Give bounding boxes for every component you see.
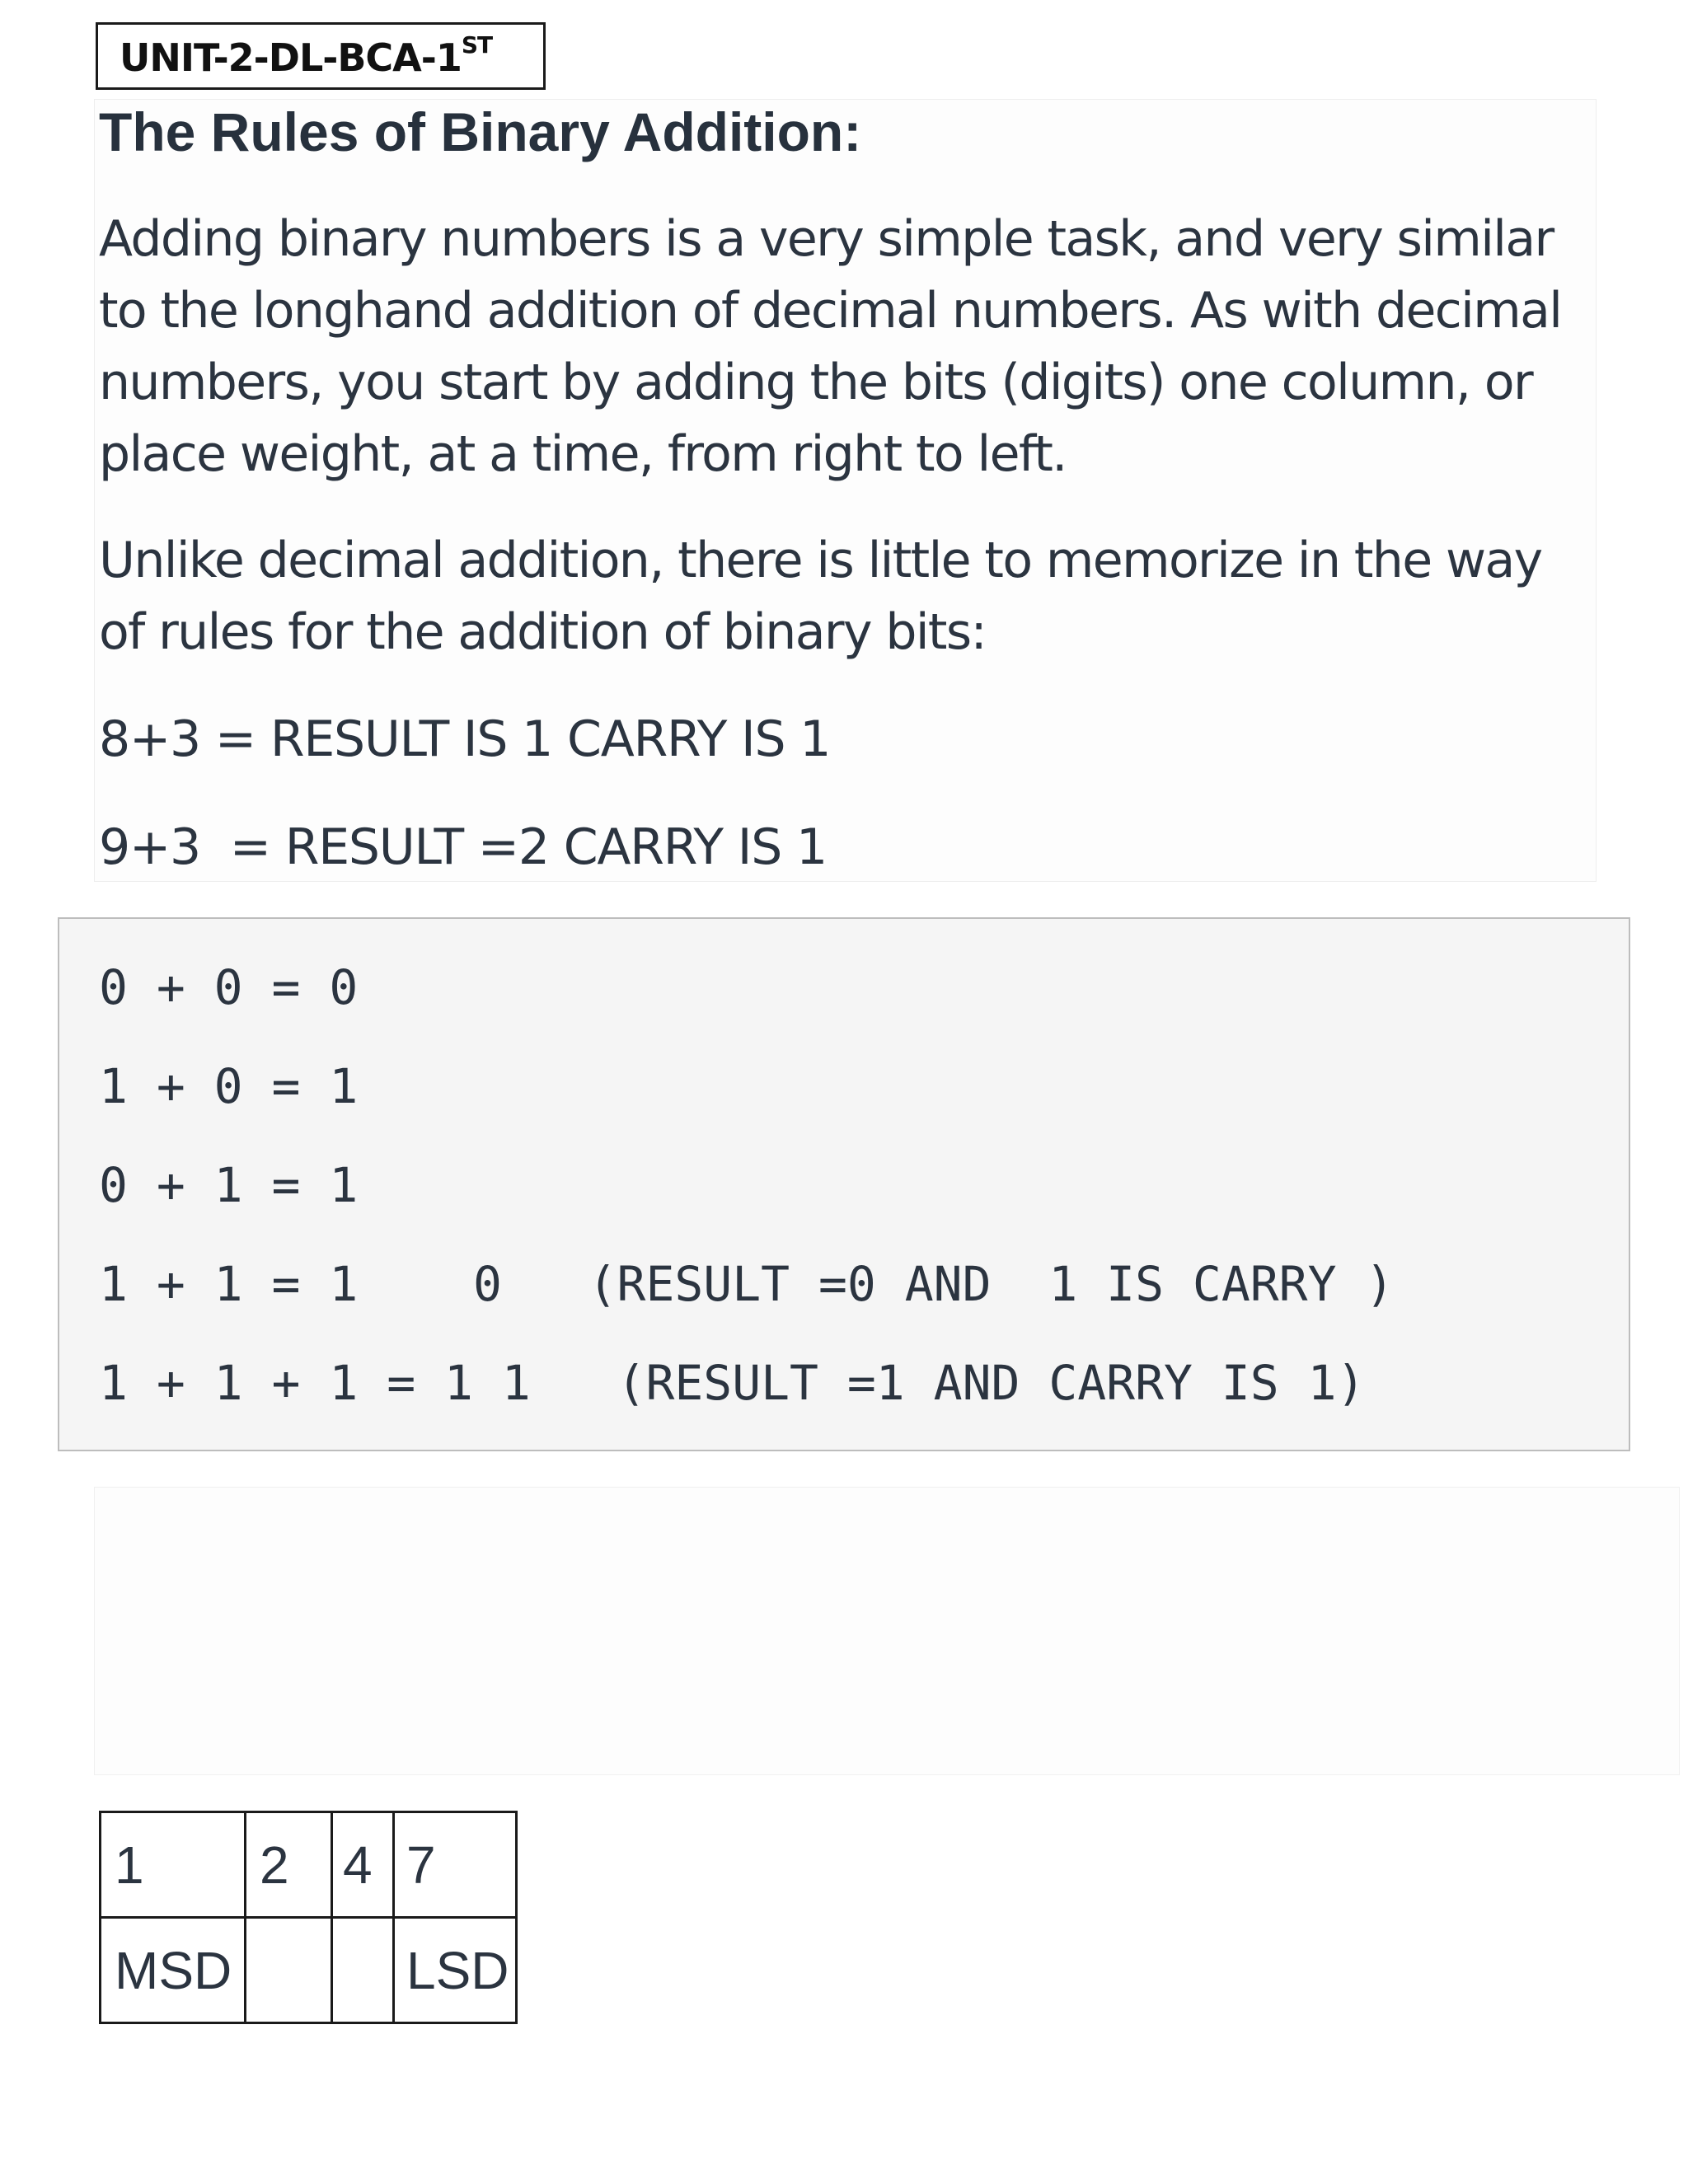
binary-rule-line: 0 + 0 = 0 [99,959,359,1015]
table-row [101,1812,517,1918]
unit-label-box [96,22,546,90]
intro-paragraph [99,204,1561,490]
rules-intro-line: Unlike decimal addition, there is little to memorize in the way [99,532,1542,589]
intro-paragraph-line: Adding binary numbers is a very simple task, and very similar [99,210,1554,268]
intro-paragraph-line: numbers, you start by adding the bits (digits) one column, or [99,354,1533,411]
table-cell-lsd: LSD [394,1918,517,2023]
unit-label: UNIT-2-DL-BCA-1ST [120,30,493,80]
empty-content-box [94,1487,1680,1775]
table-row [101,1918,517,2023]
rules-intro-line: of rules for the addition of binary bits: [99,603,987,661]
binary-rule-line: 1 + 1 = 1 0 (RESULT =0 AND 1 IS CARRY ) [99,1256,1395,1312]
page-title: The Rules of Binary Addition: [99,101,862,162]
binary-rule-line: 1 + 0 = 1 [99,1058,359,1114]
unit-label-superscript: ST [461,30,493,59]
decimal-example-2: 9+3 = RESULT =2 CARRY IS 1 [99,818,827,876]
table-cell: 1 [101,1812,246,1918]
decimal-example-1: 8+3 = RESULT IS 1 CARRY IS 1 [99,710,831,768]
table-cell [246,1918,332,2023]
table-cell: 2 [246,1812,332,1918]
table-cell: 4 [332,1812,394,1918]
table-cell: 7 [394,1812,517,1918]
binary-rule-line: 1 + 1 + 1 = 1 1 (RESULT =1 AND CARRY IS 1) [99,1355,1366,1411]
intro-paragraph-line: place weight, at a time, from right to left. [99,425,1067,483]
table-cell-msd: MSD [101,1918,246,2023]
rules-intro-paragraph [99,525,1542,668]
binary-rule-line: 0 + 1 = 1 [99,1157,359,1213]
table-cell [332,1918,394,2023]
digit-position-table [99,1811,518,2024]
intro-paragraph-line: to the longhand addition of decimal numbers. As with decimal [99,282,1562,340]
